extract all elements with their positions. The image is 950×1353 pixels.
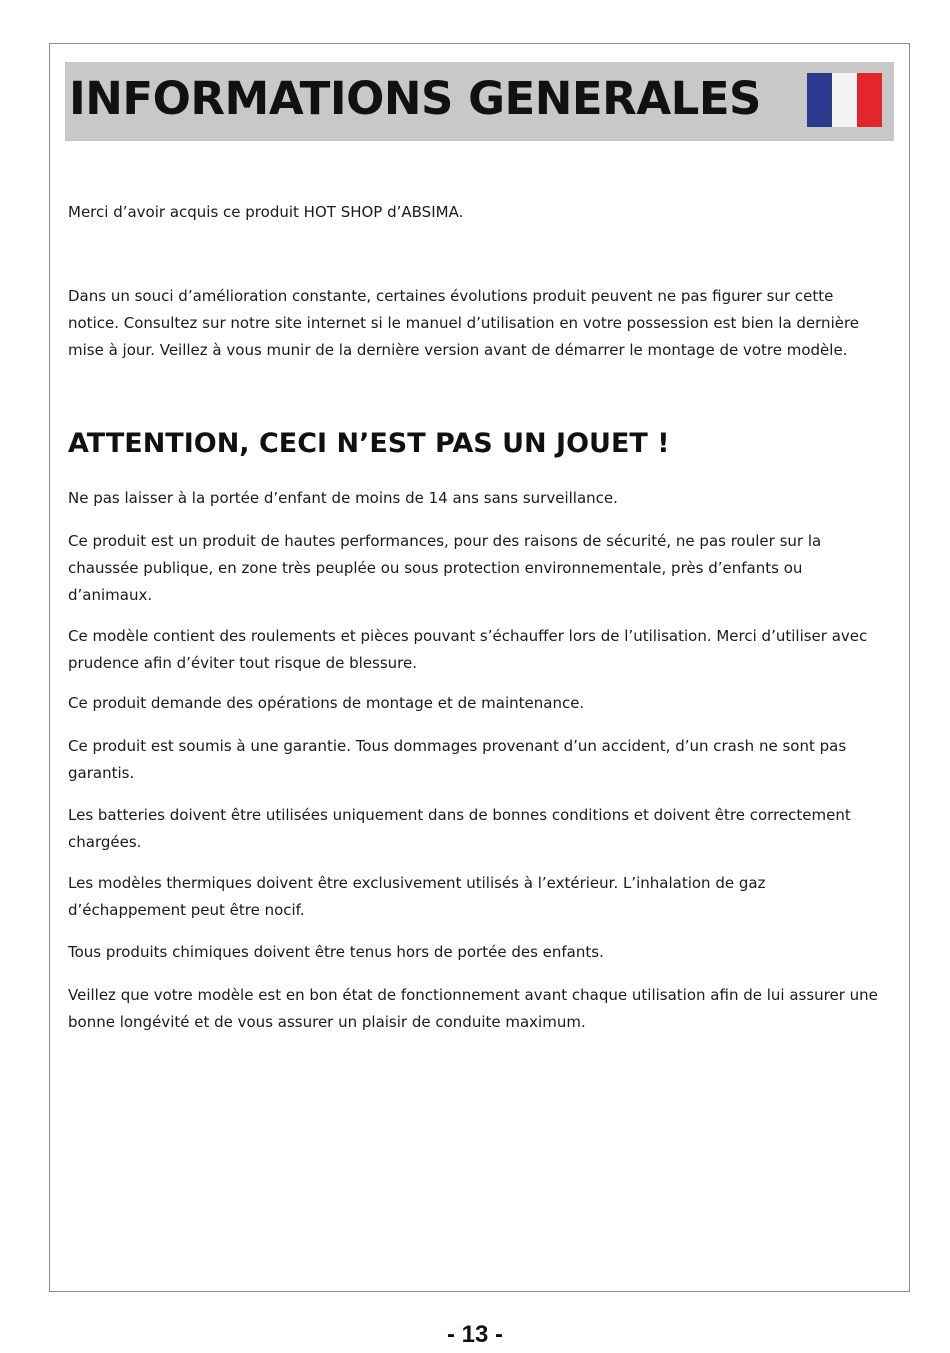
warning-paragraph-heat: Ce modèle contient des roulements et pièces pouvant s’échauffer lors de l’utilisation. Merci d’utiliser avec prudence afin d’éviter tout risque de blessure. [68,627,868,672]
warning-paragraph-thermal: Les modèles thermiques doivent être exclusivement utilisés à l’extérieur. L’inhalation de gaz d’échappement peut être nocif. [68,874,766,919]
intro-thanks: Merci d’avoir acquis ce produit HOT SHOP d’ABSIMA. [68,203,464,221]
warning-paragraph-public-road: Ce produit est un produit de hautes performances, pour des raisons de sécurité, ne pas rouler sur la chaussée publique, en zone très peuplée ou sous protection environnementale, près d’enfants ou d’animaux. [68,532,822,604]
warning-paragraph-warranty: Ce produit est soumis à une garantie. Tous dommages provenant d’un accident, d’un crash ne sont pas garantis. [68,737,847,782]
warning-paragraph-age: Ne pas laisser à la portée d’enfant de moins de 14 ans sans surveillance. [68,489,618,507]
page-number: - 13 - [446,1321,503,1348]
intro-update-notice: Dans un souci d’amélioration constante, certaines évolutions produit peuvent ne pas figurer sur cette notice. Consultez sur notre site internet si le manuel d’utilisation en votre possession est bien la dernière mise à jour. Veillez à vous munir de la dernière version avant de démarrer le montage de votre modèle. [68,287,860,359]
warning-paragraph-condition: Veillez que votre modèle est en bon état de fonctionnement avant chaque utilisation afin de lui assurer une bonne longévité et de vous assurer un plaisir de conduite maximum. [68,986,878,1031]
warning-heading: ATTENTION, CECI N’EST PAS UN JOUET ! [68,428,670,459]
flag-stripe-red [857,73,882,127]
warning-paragraph-batteries: Les batteries doivent être utilisées uniquement dans de bonnes conditions et doivent être correctement chargées. [68,806,851,851]
warning-paragraph-maintenance: Ce produit demande des opérations de montage et de maintenance. [68,694,585,712]
flag-stripe-white [832,73,857,127]
flag-stripe-blue [807,73,832,127]
warning-paragraph-chemicals: Tous produits chimiques doivent être tenus hors de portée des enfants. [68,943,604,961]
page-title: INFORMATIONS GENERALES [69,72,761,125]
france-flag-icon [807,73,882,127]
